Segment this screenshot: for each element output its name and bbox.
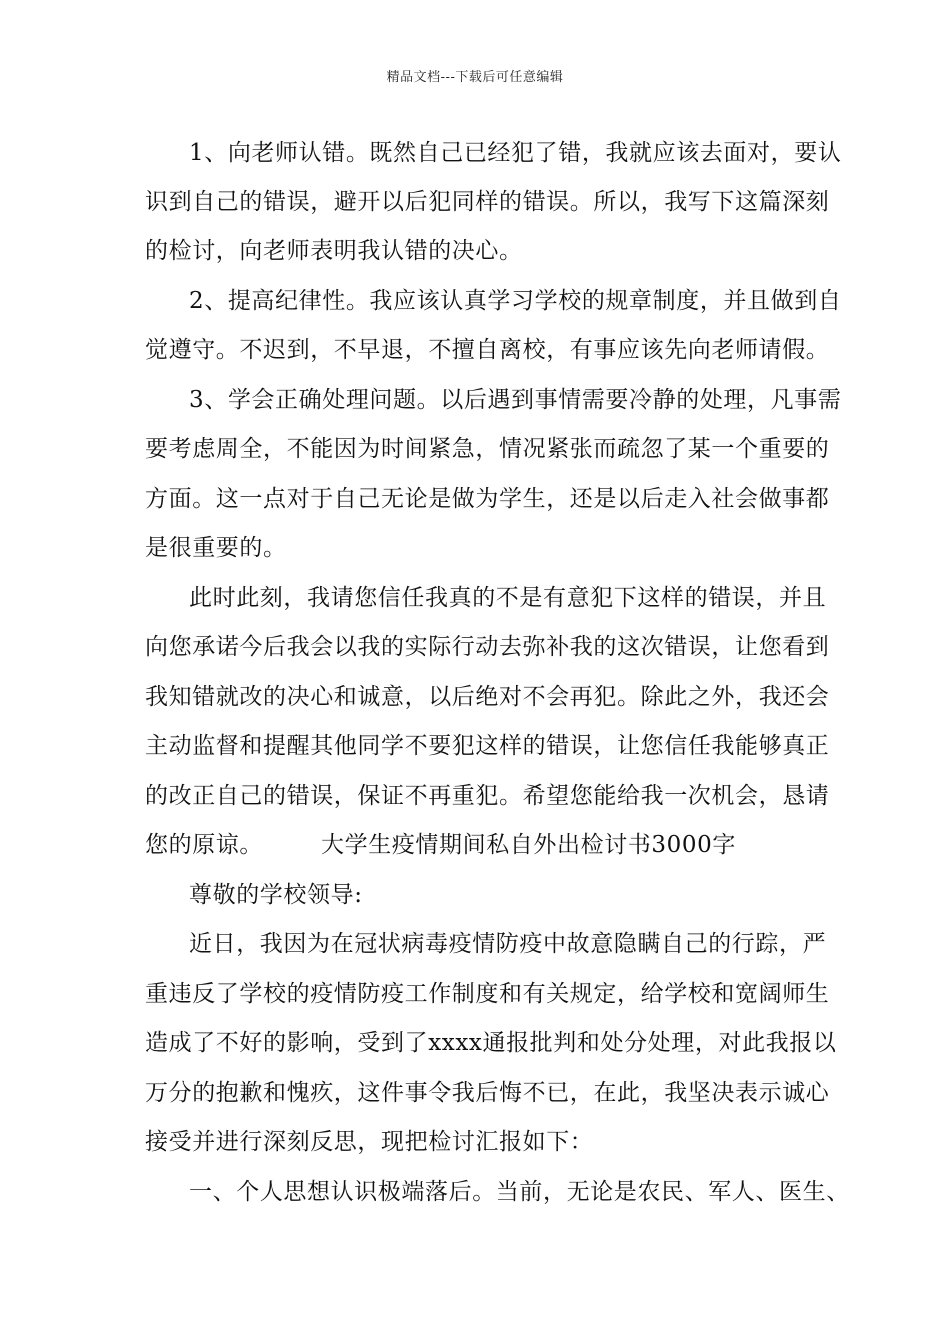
- text-line: 3、学会正确处理问题。以后遇到事情需要冷静的处理，凡事需: [189, 387, 842, 413]
- salutation: 尊敬的学校领导:: [189, 882, 363, 908]
- text-line: 此时此刻，我请您信任我真的不是有意犯下这样的错误，并且: [189, 585, 827, 611]
- text-line: 的检讨，向老师表明我认错的决心。: [145, 238, 523, 264]
- text-line: 万分的抱歉和愧疚，这件事令我后悔不已，在此，我坚决表示诚心: [145, 1080, 830, 1106]
- text-line: 接受并进行深刻反思，现把检讨汇报如下：: [145, 1129, 594, 1155]
- text-line: 一、个人思想认识极端落后。当前，无论是农民、军人、医生、: [189, 1179, 850, 1205]
- text-line: 2、提高纪律性。我应该认真学习学校的规章制度，并且做到自: [189, 288, 842, 314]
- text-line: 的改正自己的错误，保证不再重犯。希望您能给我一次机会，恳请: [145, 783, 830, 809]
- text-line: [145, 830, 736, 860]
- text-line: 主动监督和提醒其他同学不要犯这样的错误，让您信任我能够真正: [145, 733, 830, 759]
- text-line: 近日，我因为在冠状病毒疫情防疫中故意隐瞒自己的行踪，严: [189, 931, 827, 957]
- text-line: 我知错就改的决心和诚意，以后绝对不会再犯。除此之外，我还会: [145, 684, 830, 710]
- text-line: 是很重要的。: [145, 535, 287, 561]
- page-header: 精品文档---下载后可任意编辑: [386, 70, 564, 85]
- text-line: 要考虑周全，不能因为时间紧急，情况紧张而疏忽了某一个重要的: [145, 436, 830, 462]
- text-line-part: 您的原谅。: [145, 832, 263, 858]
- text-line: 重违反了学校的疫情防疫工作制度和有关规定，给学校和宽阔师生: [145, 981, 830, 1007]
- text-line: 识到自己的错误，避开以后犯同样的错误。所以，我写下这篇深刻: [145, 189, 830, 215]
- text-line: 向您承诺今后我会以我的实际行动去弥补我的这次错误，让您看到: [145, 634, 830, 660]
- text-line: 造成了不好的影响，受到了xxxx通报批判和处分处理，对此我报以: [145, 1030, 837, 1056]
- text-line: 1、向老师认错。既然自己已经犯了错，我就应该去面对，要认: [189, 140, 842, 166]
- text-line: 觉遵守。不迟到，不早退，不擅自离校，有事应该先向老师请假。: [145, 337, 830, 363]
- text-line: 方面。这一点对于自己无论是做为学生，还是以后走入社会做事都: [145, 486, 830, 512]
- document-title: 大学生疫情期间私自外出检讨书3000字: [321, 832, 736, 858]
